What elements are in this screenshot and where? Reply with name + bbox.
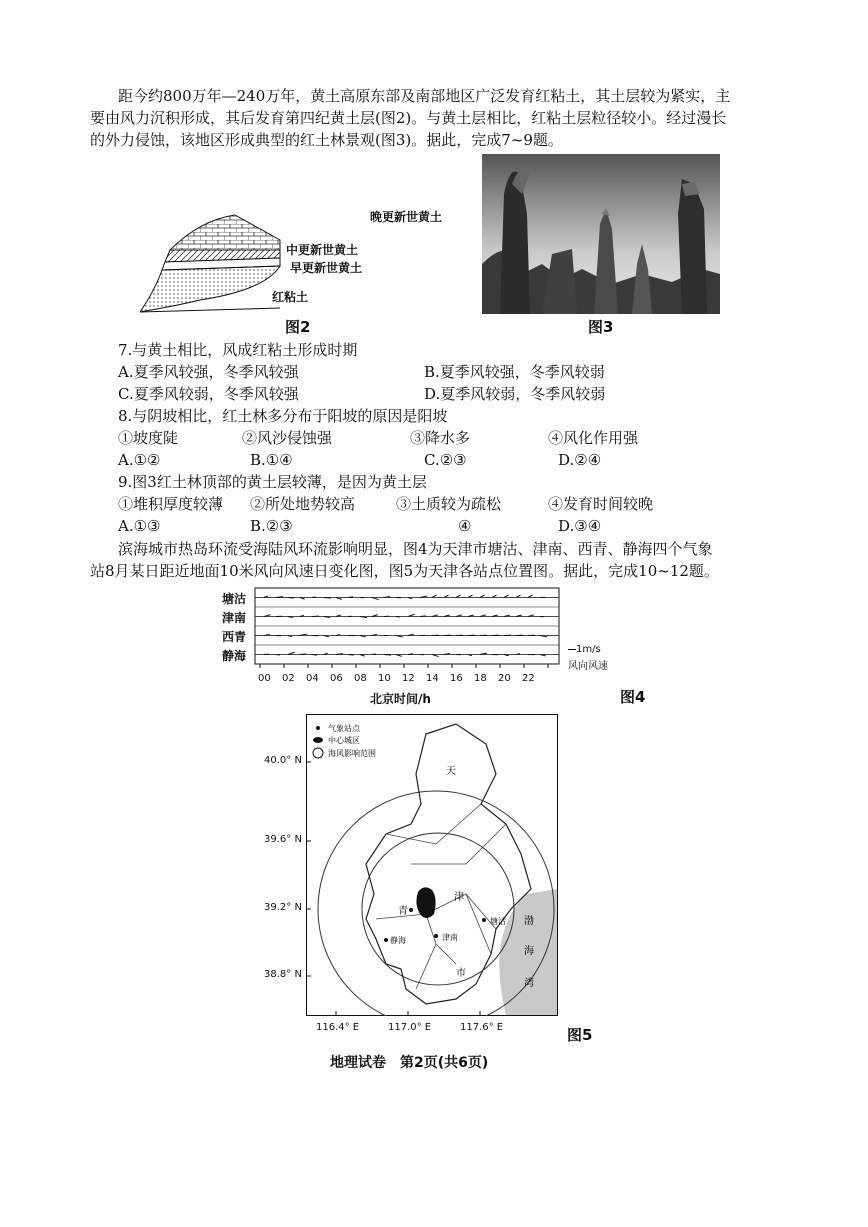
q8-statement-3: ③降水多: [410, 429, 471, 447]
q8-option-c[interactable]: C.②③: [424, 451, 467, 469]
hour-tick-label: 16: [450, 673, 463, 684]
station-label-jinghai: 静海: [222, 649, 247, 663]
wind-vector: [276, 655, 280, 656]
wind-vector: [396, 617, 400, 618]
wind-vector: [372, 654, 376, 655]
q8-statement-1: ①坡度陡: [118, 429, 179, 447]
q8-option-a[interactable]: A.①②: [118, 451, 161, 469]
lat-label-39-6: 39.6° N: [264, 834, 302, 845]
map-char-shi: 市: [456, 968, 466, 979]
map-char-qing: 青: [398, 906, 408, 917]
q8-statement-2: ②风沙侵蚀强: [242, 429, 333, 447]
lat-label-38-8: 38.8° N: [264, 969, 302, 980]
wind-vector: [300, 654, 306, 655]
map-char-jin: 津: [454, 892, 464, 903]
intro2-line1: 滨海城市热岛环流受海陆风环流影响明显，图4为天津市塘沽、津南、西青、静海四个气象: [118, 540, 713, 558]
legend-speed-scale: [568, 644, 601, 655]
lat-label-40-0: 40.0° N: [264, 755, 302, 766]
lon-label-117-6: 117.6° E: [460, 1022, 504, 1033]
hour-tick-label: 14: [426, 673, 439, 684]
wind-vector-chart: [254, 584, 562, 672]
map-label-tanggu: 塘沽: [490, 917, 506, 926]
figure-4-caption: 图4: [620, 688, 646, 706]
q9-statement-1: ①堆积厚度较薄: [118, 495, 224, 513]
wind-vector: [324, 598, 331, 599]
tianjin-station-map: [306, 714, 558, 1016]
hour-tick-label: 10: [378, 673, 391, 684]
q7-option-d[interactable]: D.夏季风较弱，冬季风较弱: [424, 385, 606, 403]
q7-option-a[interactable]: A.夏季风较强，冬季风较强: [118, 363, 299, 381]
q8-stem: 8.与阴坡相比，红土林多分布于阳坡的原因是阳坡: [118, 407, 448, 425]
map-label-jinnan: 津南: [442, 933, 458, 942]
station-label-jinnan: 津南: [222, 611, 247, 625]
wind-vector: [312, 655, 317, 656]
intro1-line3: 的外力侵蚀，该地区形成典型的红土林景观(图3)。据此，完成7~9题。: [90, 131, 563, 149]
intro1-line1: 距今约800万年—240万年，黄土高原东部及南部地区广泛发育红粘土，其土层较为紧实，主: [118, 87, 731, 105]
q7-option-b[interactable]: B.夏季风较强，冬季风较弱: [424, 363, 605, 381]
q9-statement-2: ②所处地势较高: [250, 495, 356, 513]
q9-statement-4: ④发育时间较晚: [548, 495, 654, 513]
q9-option-c[interactable]: ④: [458, 517, 472, 535]
page-footer: 地理试卷 第2页(共6页): [330, 1055, 489, 1071]
hour-tick-label: 22: [522, 673, 535, 684]
hour-tick-label: 06: [330, 673, 343, 684]
label-late-pleistocene-loess: 晚更新世黄土: [370, 210, 443, 224]
hour-tick-label: 00: [258, 673, 271, 684]
q8-option-b[interactable]: B.①④: [250, 451, 293, 469]
lat-label-39-2: 39.2° N: [264, 902, 302, 913]
red-earth-forest-photo: [482, 154, 720, 314]
q9-option-d[interactable]: D.③④: [558, 517, 602, 535]
legend-sea-breeze-range: 海风影响范围: [328, 749, 376, 758]
lon-label-117-0: 117.0° E: [388, 1022, 432, 1033]
label-middle-pleistocene-loess: 中更新世黄土: [286, 243, 359, 257]
figure-5-caption: 图5: [567, 1026, 593, 1044]
map-char-wan: 湾: [524, 978, 534, 989]
q8-statement-4: ④风化作用强: [548, 429, 639, 447]
wind-vector: [384, 655, 391, 656]
lon-label-116-4: 116.4° E: [316, 1022, 360, 1033]
station-label-xiqing: 西青: [222, 630, 247, 644]
label-early-pleistocene-loess: 早更新世黄土: [290, 261, 363, 275]
hour-tick-label: 12: [402, 673, 415, 684]
q9-option-b[interactable]: B.②③: [250, 517, 293, 535]
wind-vector: [348, 655, 354, 656]
label-red-clay: 红粘土: [272, 290, 309, 304]
hour-tick-label: 18: [474, 673, 487, 684]
map-char-bo: 渤: [524, 916, 534, 927]
station-label-tanggu: 塘沽: [222, 592, 247, 606]
hour-axis-labels: [258, 673, 558, 685]
q9-statement-3: ③土质较为疏松: [396, 495, 502, 513]
legend-speed-value: 1m/s: [576, 644, 601, 655]
intro1-line2: 要由风力沉积形成，其后发育第四纪黄土层(图2)。与黄土层相比，红粘土层粒径较小。经过漫长: [90, 109, 727, 127]
intro2-line2: 站8月某日距近地面10米风向风速日变化图，图5为天津各站点位置图。据此，完成10~12题。: [90, 562, 719, 580]
hour-tick-label: 04: [306, 673, 319, 684]
q9-option-a[interactable]: A.①③: [118, 517, 161, 535]
hour-tick-label: 08: [354, 673, 367, 684]
wind-vector: [288, 598, 294, 599]
map-label-jinghai: 静海: [390, 936, 406, 945]
wind-vector: [312, 597, 316, 598]
q7-option-c[interactable]: C.夏季风较弱，冬季风较强: [118, 385, 299, 403]
figure-3-caption: 图3: [588, 318, 614, 336]
hour-tick-label: 02: [282, 673, 295, 684]
map-char-hai: 海: [524, 946, 534, 957]
wind-vector: [420, 616, 426, 617]
figure-2-caption: 图2: [285, 318, 311, 336]
hour-tick-label: 20: [498, 673, 511, 684]
q9-stem: 9.图3红土林顶部的黄土层较薄，是因为黄土层: [118, 473, 427, 491]
q7-stem: 7.与黄土相比，风成红粘土形成时期: [118, 341, 358, 359]
x-axis-title: 北京时间/h: [370, 692, 431, 706]
map-char-tian: 天: [446, 766, 456, 777]
q8-option-d[interactable]: D.②④: [558, 451, 602, 469]
legend-weather-station: 气象站点: [328, 724, 360, 733]
legend-central-city: 中心城区: [328, 736, 360, 745]
legend-wind-label: 风向风速: [568, 661, 608, 672]
